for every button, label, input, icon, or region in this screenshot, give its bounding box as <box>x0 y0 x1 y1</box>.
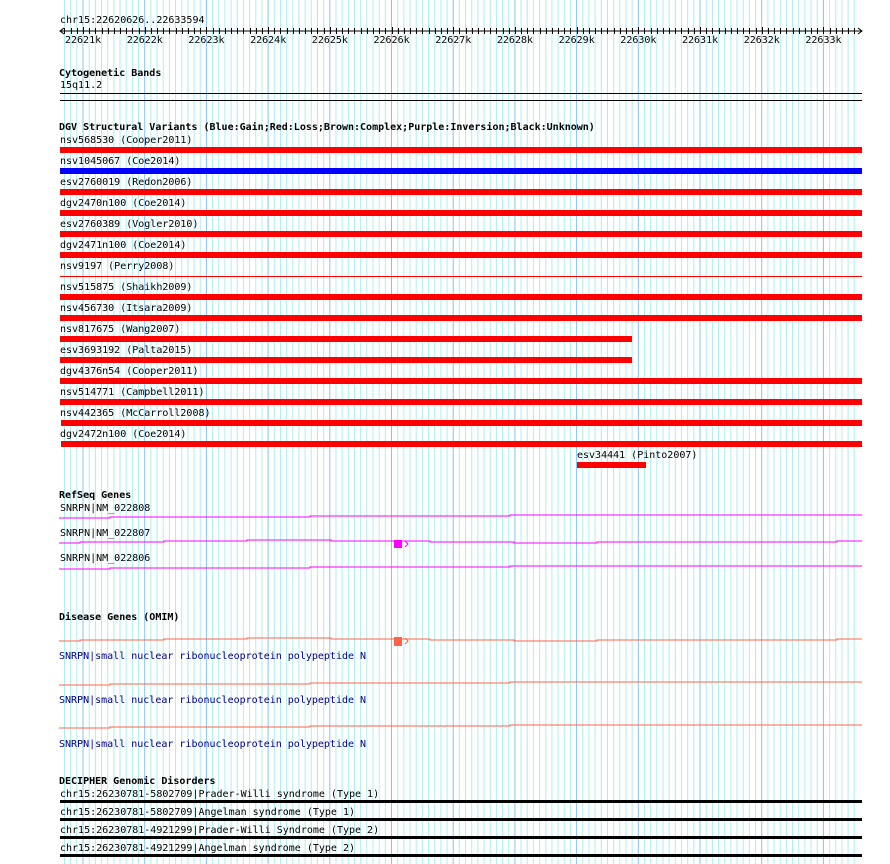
tick-label: 22629k <box>558 35 595 46</box>
variant-label[interactable]: dgv4376n54 (Cooper2011) <box>60 366 199 377</box>
tick-label: 22632k <box>743 35 780 46</box>
variant-label[interactable]: dgv2472n100 (Coe2014) <box>60 429 187 440</box>
variant-label[interactable]: esv2760389 (Vogler2010) <box>60 219 199 230</box>
variant-label[interactable]: nsv442365 (McCarroll2008) <box>60 408 211 419</box>
tick-label: 22633k <box>805 35 842 46</box>
omim-gene-link[interactable]: SNRPN|small nuclear ribonucleoprotein polypeptide N <box>59 739 367 750</box>
dgv-title: DGV Structural Variants (Blue:Gain;Red:Loss;Brown:Complex;Purple:Inversion;Black:Unknown) <box>59 122 595 133</box>
exon-box-icon <box>394 540 402 548</box>
variant-label[interactable]: dgv2471n100 (Coe2014) <box>60 240 187 251</box>
variant-label[interactable]: esv3693192 (Palta2015) <box>60 345 193 356</box>
variant-label[interactable]: nsv1045067 (Coe2014) <box>60 156 181 167</box>
omim-gene-line <box>59 638 862 641</box>
exon-box-icon <box>394 637 402 646</box>
decipher-item[interactable]: chr15:26230781-5802709|Prader-Willi syndrome (Type 1) <box>60 789 380 800</box>
decipher-title: DECIPHER Genomic Disorders <box>59 776 216 787</box>
refseq-title: RefSeq Genes <box>59 490 132 501</box>
location-label: chr15:22620626..22633594 <box>60 15 205 26</box>
tick-label: 22621k <box>65 35 102 46</box>
omim-gene-line <box>59 725 862 728</box>
tick-label: 22625k <box>311 35 348 46</box>
tick-label: 22622k <box>126 35 163 46</box>
variant-label[interactable]: esv34441 (Pinto2007) <box>577 450 698 461</box>
decipher-item[interactable]: chr15:26230781-4921299|Prader-Willi Syndrome (Type 2) <box>60 825 380 836</box>
variant-label[interactable]: nsv817675 (Wang2007) <box>60 324 181 335</box>
refseq-gene-label[interactable]: SNRPN|NM_022807 <box>60 528 151 539</box>
refseq-transcript-line <box>59 515 862 518</box>
variant-label[interactable]: nsv514771 (Campbell2011) <box>60 387 205 398</box>
variant-label[interactable]: nsv456730 (Itsara2009) <box>60 303 193 314</box>
refseq-transcript-line <box>59 566 862 569</box>
decipher-item[interactable]: chr15:26230781-4921299|Angelman syndrome (Type 2) <box>60 843 356 854</box>
variant-label[interactable]: nsv568530 (Cooper2011) <box>60 135 193 146</box>
cytoband-label[interactable]: 15q11.2 <box>60 80 103 91</box>
omim-gene-link[interactable]: SNRPN|small nuclear ribonucleoprotein polypeptide N <box>59 695 367 706</box>
cytoband-title: Cytogenetic Bands <box>59 68 162 79</box>
variant-label[interactable]: nsv9197 (Perry2008) <box>60 261 175 272</box>
tick-label: 22631k <box>682 35 719 46</box>
refseq-transcript-line <box>59 540 862 543</box>
tick-label: 22623k <box>188 35 225 46</box>
tick-label: 22626k <box>373 35 410 46</box>
strand-arrow-icon <box>405 541 408 547</box>
omim-gene-link[interactable]: SNRPN|small nuclear ribonucleoprotein polypeptide N <box>59 651 367 662</box>
refseq-gene-label[interactable]: SNRPN|NM_022806 <box>60 553 151 564</box>
variant-label[interactable]: dgv2470n100 (Coe2014) <box>60 198 187 209</box>
tick-label: 22627k <box>435 35 472 46</box>
tick-label: 22624k <box>250 35 287 46</box>
variant-label[interactable]: nsv515875 (Shaikh2009) <box>60 282 193 293</box>
tick-label: 22628k <box>496 35 534 46</box>
refseq-gene-label[interactable]: SNRPN|NM_022808 <box>60 503 151 514</box>
tick-label: 22630k <box>620 35 657 46</box>
omim-title: Disease Genes (OMIM) <box>59 612 180 623</box>
omim-gene-line <box>59 682 862 685</box>
decipher-item[interactable]: chr15:26230781-5802709|Angelman syndrome (Type 1) <box>60 807 356 818</box>
variant-label[interactable]: esv2760019 (Redon2006) <box>60 177 193 188</box>
